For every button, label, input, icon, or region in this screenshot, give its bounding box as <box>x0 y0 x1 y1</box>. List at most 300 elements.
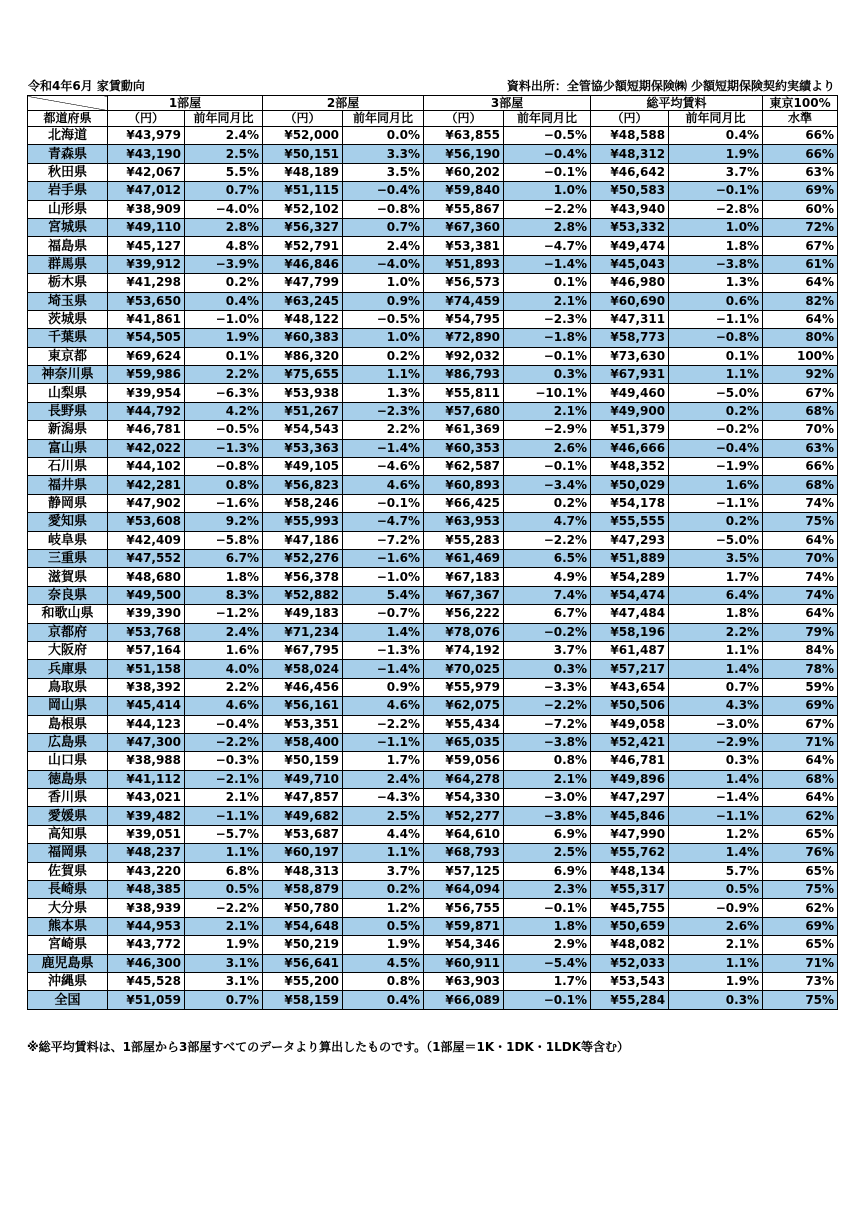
table-row <box>28 697 838 715</box>
tokyo-level-cell: 78% <box>763 660 838 678</box>
yoy-1room-cell: −3.9% <box>185 255 263 273</box>
table-row <box>28 881 838 899</box>
yoy-2room-cell: 1.1% <box>343 844 424 862</box>
report-title: 令和4年6月 家賃動向 <box>28 79 145 93</box>
yoy-2room-cell: 5.4% <box>343 586 424 604</box>
col-header-yoy: 前年同月比 <box>504 111 591 127</box>
table-row <box>28 825 838 843</box>
yoy-average-cell: 1.3% <box>669 274 763 292</box>
tokyo-level-cell: 67% <box>763 237 838 255</box>
rent-1room-cell: ¥39,954 <box>108 384 185 402</box>
yoy-2room-cell: 3.5% <box>343 163 424 181</box>
table-row <box>28 752 838 770</box>
rent-1room-cell: ¥47,902 <box>108 494 185 512</box>
tokyo-level-cell: 65% <box>763 936 838 954</box>
rent-3room-cell: ¥61,469 <box>424 549 504 567</box>
group-header-3room: 3部屋 <box>424 96 591 111</box>
prefecture-cell: 佐賀県 <box>28 862 108 880</box>
rent-average-cell: ¥45,846 <box>591 807 669 825</box>
prefecture-cell: 島根県 <box>28 715 108 733</box>
yoy-1room-cell: −1.1% <box>185 807 263 825</box>
prefecture-cell: 岩手県 <box>28 182 108 200</box>
tokyo-level-cell: 84% <box>763 641 838 659</box>
tokyo-level-cell: 74% <box>763 586 838 604</box>
yoy-1room-cell: 4.2% <box>185 402 263 420</box>
tokyo-level-cell: 64% <box>763 605 838 623</box>
yoy-3room-cell: −10.1% <box>504 384 591 402</box>
yoy-3room-cell: −3.3% <box>504 678 591 696</box>
rent-1room-cell: ¥41,861 <box>108 310 185 328</box>
prefecture-cell: 鹿児島県 <box>28 954 108 972</box>
yoy-1room-cell: 0.7% <box>185 991 263 1009</box>
tokyo-level-cell: 79% <box>763 623 838 641</box>
rent-1room-cell: ¥38,392 <box>108 678 185 696</box>
yoy-3room-cell: 2.9% <box>504 936 591 954</box>
footnote: ※総平均賃料は、1部屋から3部屋すべてのデータより算出したものです。（1部屋＝1K・1DK・1LDK等含む） <box>27 1040 630 1054</box>
rent-2room-cell: ¥52,276 <box>263 549 343 567</box>
tokyo-level-cell: 92% <box>763 366 838 384</box>
yoy-2room-cell: 0.2% <box>343 881 424 899</box>
tokyo-level-cell: 67% <box>763 715 838 733</box>
prefecture-cell: 徳島県 <box>28 770 108 788</box>
rent-3room-cell: ¥64,094 <box>424 881 504 899</box>
yoy-average-cell: −1.1% <box>669 807 763 825</box>
rent-1room-cell: ¥43,021 <box>108 789 185 807</box>
tokyo-level-cell: 74% <box>763 568 838 586</box>
tokyo-level-cell: 75% <box>763 991 838 1009</box>
yoy-2room-cell: −1.6% <box>343 549 424 567</box>
rent-1room-cell: ¥69,624 <box>108 347 185 365</box>
rent-1room-cell: ¥44,102 <box>108 458 185 476</box>
yoy-1room-cell: 3.1% <box>185 954 263 972</box>
tokyo-level-cell: 60% <box>763 200 838 218</box>
rent-1room-cell: ¥53,768 <box>108 623 185 641</box>
yoy-1room-cell: 2.2% <box>185 678 263 696</box>
prefecture-cell: 福岡県 <box>28 844 108 862</box>
tokyo-level-cell: 61% <box>763 255 838 273</box>
tokyo-level-cell: 68% <box>763 770 838 788</box>
yoy-3room-cell: 0.3% <box>504 366 591 384</box>
yoy-1room-cell: −1.2% <box>185 605 263 623</box>
rent-average-cell: ¥45,043 <box>591 255 669 273</box>
yoy-3room-cell: 2.8% <box>504 218 591 236</box>
table-row <box>28 255 838 273</box>
table-row <box>28 623 838 641</box>
rent-average-cell: ¥48,082 <box>591 936 669 954</box>
rent-2room-cell: ¥67,795 <box>263 641 343 659</box>
tokyo-level-cell: 75% <box>763 513 838 531</box>
tokyo-level-cell: 67% <box>763 384 838 402</box>
prefecture-cell: 兵庫県 <box>28 660 108 678</box>
rent-1room-cell: ¥39,051 <box>108 825 185 843</box>
prefecture-cell: 東京都 <box>28 347 108 365</box>
yoy-average-cell: −5.0% <box>669 384 763 402</box>
yoy-2room-cell: −0.1% <box>343 494 424 512</box>
rent-average-cell: ¥50,506 <box>591 697 669 715</box>
yoy-3room-cell: −0.1% <box>504 347 591 365</box>
tokyo-level-cell: 62% <box>763 807 838 825</box>
rent-3room-cell: ¥67,360 <box>424 218 504 236</box>
table-row <box>28 936 838 954</box>
tokyo-level-cell: 70% <box>763 549 838 567</box>
prefecture-cell: 岡山県 <box>28 697 108 715</box>
table-row <box>28 384 838 402</box>
rent-average-cell: ¥61,487 <box>591 641 669 659</box>
rent-average-cell: ¥49,058 <box>591 715 669 733</box>
rent-1room-cell: ¥53,608 <box>108 513 185 531</box>
prefecture-cell: 秋田県 <box>28 163 108 181</box>
rent-2room-cell: ¥47,799 <box>263 274 343 292</box>
yoy-average-cell: −3.8% <box>669 255 763 273</box>
rent-1room-cell: ¥47,552 <box>108 549 185 567</box>
yoy-average-cell: −0.1% <box>669 182 763 200</box>
rent-1room-cell: ¥49,500 <box>108 586 185 604</box>
rent-1room-cell: ¥45,528 <box>108 972 185 990</box>
yoy-2room-cell: −2.3% <box>343 402 424 420</box>
yoy-1room-cell: −4.0% <box>185 200 263 218</box>
table-row <box>28 862 838 880</box>
yoy-average-cell: −1.1% <box>669 310 763 328</box>
prefecture-cell: 滋賀県 <box>28 568 108 586</box>
rent-2room-cell: ¥56,641 <box>263 954 343 972</box>
yoy-1room-cell: 2.1% <box>185 789 263 807</box>
yoy-average-cell: −2.9% <box>669 733 763 751</box>
rent-2room-cell: ¥46,846 <box>263 255 343 273</box>
total-row <box>28 991 838 1009</box>
yoy-1room-cell: 0.8% <box>185 476 263 494</box>
yoy-1room-cell: 1.9% <box>185 329 263 347</box>
yoy-average-cell: 1.8% <box>669 605 763 623</box>
rent-2room-cell: ¥56,327 <box>263 218 343 236</box>
rent-average-cell: ¥46,781 <box>591 752 669 770</box>
table-row <box>28 715 838 733</box>
rent-3room-cell: ¥56,222 <box>424 605 504 623</box>
yoy-1room-cell: 0.2% <box>185 274 263 292</box>
table-row <box>28 218 838 236</box>
yoy-2room-cell: −0.7% <box>343 605 424 623</box>
table-row <box>28 807 838 825</box>
table-row <box>28 347 838 365</box>
yoy-3room-cell: −2.2% <box>504 200 591 218</box>
yoy-average-cell: 4.3% <box>669 697 763 715</box>
yoy-1room-cell: 0.7% <box>185 182 263 200</box>
rent-average-cell: ¥47,293 <box>591 531 669 549</box>
yoy-2room-cell: 4.6% <box>343 476 424 494</box>
rent-1room-cell: ¥46,300 <box>108 954 185 972</box>
rent-2room-cell: ¥49,183 <box>263 605 343 623</box>
rent-2room-cell: ¥51,115 <box>263 182 343 200</box>
prefecture-cell: 北海道 <box>28 127 108 145</box>
tokyo-level-cell: 66% <box>763 145 838 163</box>
yoy-1room-cell: 3.1% <box>185 972 263 990</box>
rent-3room-cell: ¥65,035 <box>424 733 504 751</box>
rent-2room-cell: ¥53,351 <box>263 715 343 733</box>
yoy-average-cell: −0.4% <box>669 439 763 457</box>
yoy-average-cell: 1.1% <box>669 641 763 659</box>
rent-1room-cell: ¥59,986 <box>108 366 185 384</box>
table-row <box>28 917 838 935</box>
yoy-3room-cell: −0.1% <box>504 458 591 476</box>
rent-average-cell: ¥49,460 <box>591 384 669 402</box>
yoy-2room-cell: 4.4% <box>343 825 424 843</box>
yoy-1room-cell: 2.1% <box>185 917 263 935</box>
rent-1room-cell: ¥47,012 <box>108 182 185 200</box>
rent-1room-cell: ¥39,482 <box>108 807 185 825</box>
rent-1room-cell: ¥43,220 <box>108 862 185 880</box>
prefecture-cell: 愛知県 <box>28 513 108 531</box>
rent-2room-cell: ¥58,159 <box>263 991 343 1009</box>
rent-2room-cell: ¥58,246 <box>263 494 343 512</box>
rent-average-cell: ¥55,284 <box>591 991 669 1009</box>
table-row <box>28 605 838 623</box>
tokyo-level-cell: 72% <box>763 218 838 236</box>
yoy-3room-cell: 2.3% <box>504 881 591 899</box>
rent-2room-cell: ¥56,161 <box>263 697 343 715</box>
yoy-average-cell: 0.4% <box>669 127 763 145</box>
rent-1room-cell: ¥44,792 <box>108 402 185 420</box>
rent-3room-cell: ¥66,089 <box>424 991 504 1009</box>
yoy-2room-cell: −0.5% <box>343 310 424 328</box>
rent-average-cell: ¥47,990 <box>591 825 669 843</box>
yoy-3room-cell: 4.9% <box>504 568 591 586</box>
prefecture-cell: 三重県 <box>28 549 108 567</box>
yoy-3room-cell: −1.4% <box>504 255 591 273</box>
tokyo-level-cell: 69% <box>763 697 838 715</box>
rent-2room-cell: ¥60,383 <box>263 329 343 347</box>
yoy-1room-cell: −2.2% <box>185 899 263 917</box>
tokyo-level-cell: 71% <box>763 733 838 751</box>
rent-2room-cell: ¥55,993 <box>263 513 343 531</box>
table-row <box>28 972 838 990</box>
rent-1room-cell: ¥51,059 <box>108 991 185 1009</box>
rent-average-cell: ¥54,178 <box>591 494 669 512</box>
yoy-3room-cell: 4.7% <box>504 513 591 531</box>
yoy-3room-cell: 2.6% <box>504 439 591 457</box>
rent-2room-cell: ¥48,122 <box>263 310 343 328</box>
prefecture-cell: 長崎県 <box>28 881 108 899</box>
rent-2room-cell: ¥50,219 <box>263 936 343 954</box>
tokyo-level-cell: 70% <box>763 421 838 439</box>
yoy-1room-cell: 2.5% <box>185 145 263 163</box>
table-row <box>28 329 838 347</box>
rent-3room-cell: ¥74,192 <box>424 641 504 659</box>
rent-average-cell: ¥46,666 <box>591 439 669 457</box>
rent-3room-cell: ¥53,381 <box>424 237 504 255</box>
yoy-1room-cell: 1.9% <box>185 936 263 954</box>
table-row <box>28 366 838 384</box>
tokyo-level-cell: 69% <box>763 182 838 200</box>
rent-3room-cell: ¥59,871 <box>424 917 504 935</box>
table-row <box>28 402 838 420</box>
yoy-average-cell: −0.9% <box>669 899 763 917</box>
prefecture-cell: 全国 <box>28 991 108 1009</box>
rent-1room-cell: ¥42,281 <box>108 476 185 494</box>
table-row <box>28 421 838 439</box>
rent-1room-cell: ¥43,772 <box>108 936 185 954</box>
yoy-average-cell: 0.1% <box>669 347 763 365</box>
yoy-average-cell: 1.0% <box>669 218 763 236</box>
rent-average-cell: ¥47,311 <box>591 310 669 328</box>
tokyo-level-cell: 75% <box>763 881 838 899</box>
table-row <box>28 531 838 549</box>
yoy-average-cell: 3.5% <box>669 549 763 567</box>
yoy-average-cell: 0.7% <box>669 678 763 696</box>
yoy-3room-cell: 6.5% <box>504 549 591 567</box>
yoy-1room-cell: 4.8% <box>185 237 263 255</box>
yoy-1room-cell: −2.1% <box>185 770 263 788</box>
rent-1room-cell: ¥42,067 <box>108 163 185 181</box>
yoy-2room-cell: 1.3% <box>343 384 424 402</box>
rent-3room-cell: ¥66,425 <box>424 494 504 512</box>
rent-3room-cell: ¥78,076 <box>424 623 504 641</box>
table-row <box>28 182 838 200</box>
rent-2room-cell: ¥55,200 <box>263 972 343 990</box>
prefecture-cell: 富山県 <box>28 439 108 457</box>
rent-2room-cell: ¥63,245 <box>263 292 343 310</box>
yoy-2room-cell: 0.9% <box>343 678 424 696</box>
rent-1room-cell: ¥42,409 <box>108 531 185 549</box>
table-row <box>28 568 838 586</box>
prefecture-cell: 大阪府 <box>28 641 108 659</box>
rent-2room-cell: ¥50,159 <box>263 752 343 770</box>
yoy-3room-cell: 2.1% <box>504 402 591 420</box>
table-row <box>28 770 838 788</box>
rent-3room-cell: ¥67,183 <box>424 568 504 586</box>
rent-average-cell: ¥55,317 <box>591 881 669 899</box>
table-row <box>28 513 838 531</box>
tokyo-level-cell: 64% <box>763 531 838 549</box>
rent-average-cell: ¥47,484 <box>591 605 669 623</box>
prefecture-cell: 埼玉県 <box>28 292 108 310</box>
rent-2room-cell: ¥58,400 <box>263 733 343 751</box>
rent-3room-cell: ¥60,202 <box>424 163 504 181</box>
rent-average-cell: ¥53,332 <box>591 218 669 236</box>
yoy-1room-cell: −1.3% <box>185 439 263 457</box>
rent-2room-cell: ¥48,313 <box>263 862 343 880</box>
yoy-2room-cell: 0.2% <box>343 347 424 365</box>
yoy-2room-cell: 0.9% <box>343 292 424 310</box>
rent-3room-cell: ¥54,330 <box>424 789 504 807</box>
yoy-2room-cell: 3.7% <box>343 862 424 880</box>
table-row <box>28 476 838 494</box>
table-row <box>28 660 838 678</box>
yoy-3room-cell: −0.1% <box>504 991 591 1009</box>
rent-3room-cell: ¥60,911 <box>424 954 504 972</box>
rent-3room-cell: ¥68,793 <box>424 844 504 862</box>
yoy-2room-cell: 2.5% <box>343 807 424 825</box>
tokyo-level-cell: 64% <box>763 789 838 807</box>
yoy-3room-cell: 2.5% <box>504 844 591 862</box>
rent-3room-cell: ¥59,840 <box>424 182 504 200</box>
yoy-average-cell: −1.4% <box>669 789 763 807</box>
yoy-3room-cell: 2.1% <box>504 292 591 310</box>
rent-1room-cell: ¥43,190 <box>108 145 185 163</box>
rent-2room-cell: ¥54,543 <box>263 421 343 439</box>
yoy-1room-cell: −2.2% <box>185 733 263 751</box>
prefecture-cell: 静岡県 <box>28 494 108 512</box>
yoy-average-cell: −0.2% <box>669 421 763 439</box>
rent-average-cell: ¥67,931 <box>591 366 669 384</box>
table-row <box>28 127 838 145</box>
yoy-average-cell: 2.6% <box>669 917 763 935</box>
table-row <box>28 954 838 972</box>
yoy-2room-cell: 1.0% <box>343 274 424 292</box>
yoy-1room-cell: 2.4% <box>185 127 263 145</box>
yoy-1room-cell: −0.8% <box>185 458 263 476</box>
yoy-average-cell: 0.2% <box>669 402 763 420</box>
corner-cell <box>28 96 108 111</box>
yoy-3room-cell: −4.7% <box>504 237 591 255</box>
rent-3room-cell: ¥86,793 <box>424 366 504 384</box>
yoy-average-cell: 1.1% <box>669 954 763 972</box>
table-row <box>28 163 838 181</box>
tokyo-level-cell: 80% <box>763 329 838 347</box>
yoy-2room-cell: −4.6% <box>343 458 424 476</box>
yoy-2room-cell: −4.0% <box>343 255 424 273</box>
rent-average-cell: ¥54,474 <box>591 586 669 604</box>
rent-3room-cell: ¥52,277 <box>424 807 504 825</box>
tokyo-level-cell: 66% <box>763 127 838 145</box>
yoy-1room-cell: −0.3% <box>185 752 263 770</box>
yoy-1room-cell: −5.7% <box>185 825 263 843</box>
yoy-average-cell: −5.0% <box>669 531 763 549</box>
group-header-2room: 2部屋 <box>263 96 424 111</box>
yoy-3room-cell: 1.0% <box>504 182 591 200</box>
yoy-3room-cell: −0.2% <box>504 623 591 641</box>
yoy-average-cell: 0.5% <box>669 881 763 899</box>
yoy-3room-cell: −0.5% <box>504 127 591 145</box>
rent-average-cell: ¥47,297 <box>591 789 669 807</box>
yoy-average-cell: −1.9% <box>669 458 763 476</box>
yoy-average-cell: −1.1% <box>669 494 763 512</box>
yoy-3room-cell: 2.1% <box>504 770 591 788</box>
yoy-3room-cell: −3.8% <box>504 733 591 751</box>
col-header-yen: （円） <box>263 111 343 127</box>
tokyo-level-cell: 64% <box>763 274 838 292</box>
rent-3room-cell: ¥55,283 <box>424 531 504 549</box>
yoy-2room-cell: 1.9% <box>343 936 424 954</box>
yoy-3room-cell: −3.8% <box>504 807 591 825</box>
yoy-2room-cell: 1.2% <box>343 899 424 917</box>
group-header-tokyo: 東京100% <box>763 96 838 111</box>
rent-1room-cell: ¥49,110 <box>108 218 185 236</box>
yoy-average-cell: 0.3% <box>669 991 763 1009</box>
yoy-1room-cell: −1.6% <box>185 494 263 512</box>
rent-average-cell: ¥48,312 <box>591 145 669 163</box>
yoy-1room-cell: 0.1% <box>185 347 263 365</box>
yoy-average-cell: 1.4% <box>669 844 763 862</box>
rent-3room-cell: ¥51,893 <box>424 255 504 273</box>
rent-average-cell: ¥58,196 <box>591 623 669 641</box>
rent-average-cell: ¥54,289 <box>591 568 669 586</box>
yoy-2room-cell: 0.7% <box>343 218 424 236</box>
rent-2room-cell: ¥49,710 <box>263 770 343 788</box>
rent-1room-cell: ¥38,939 <box>108 899 185 917</box>
yoy-3room-cell: 0.3% <box>504 660 591 678</box>
rent-1room-cell: ¥48,680 <box>108 568 185 586</box>
rent-2room-cell: ¥47,186 <box>263 531 343 549</box>
rent-2room-cell: ¥52,791 <box>263 237 343 255</box>
rent-2room-cell: ¥53,938 <box>263 384 343 402</box>
yoy-2room-cell: 0.4% <box>343 991 424 1009</box>
yoy-average-cell: 3.7% <box>669 163 763 181</box>
rent-average-cell: ¥57,217 <box>591 660 669 678</box>
yoy-1room-cell: −1.0% <box>185 310 263 328</box>
rent-average-cell: ¥52,033 <box>591 954 669 972</box>
table-row <box>28 586 838 604</box>
rent-average-cell: ¥43,654 <box>591 678 669 696</box>
yoy-1room-cell: −0.5% <box>185 421 263 439</box>
